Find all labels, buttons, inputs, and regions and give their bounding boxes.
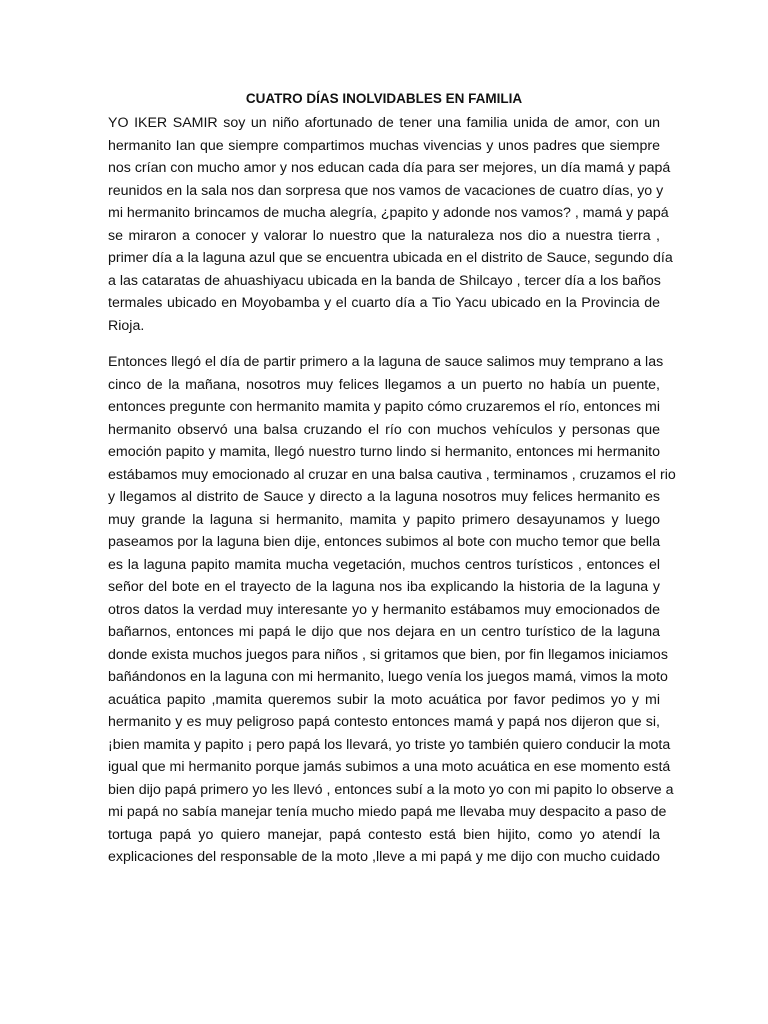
text-line: Entonces llegó el día de partir primero a la laguna de sauce salimos muy temprano a las	[108, 354, 664, 370]
text-line: emoción papito y mamita, llegó nuestro turno lindo si hermanito, entonces mi hermanito	[108, 444, 660, 460]
paragraph-gap	[108, 337, 660, 351]
text-line: acuática papito ,mamita queremos subir la moto acuática por favor pedimos yo y mi	[108, 691, 660, 708]
text-line: se miraron a conocer y valorar lo nuestro que la naturaleza nos dio a nuestra tierra ,	[108, 227, 660, 244]
text-line: mi papá no sabía manejar tenía mucho miedo papá me llevaba muy despacito a paso de	[108, 804, 667, 820]
text-line: nos crían con mucho amor y nos educan cada día para ser mejores, un día mamá y papá	[108, 160, 671, 176]
text-line: señor del bote en el trayecto de la laguna nos iba explicando la historia de la laguna y	[108, 579, 660, 595]
text-line: primer día a la laguna azul que se encuentra ubicada en el distrito de Sauce, segundo día	[108, 250, 673, 266]
text-line: entonces pregunte con hermanito mamita y papito cómo cruzaremos el río, entonces mi	[108, 399, 661, 415]
text-line: a las cataratas de ahuashiyacu ubicada en la banda de Shilcayo , tercer día a los baños	[108, 272, 661, 289]
text-line: bañándonos en la laguna con mi hermanito, luego venía los juegos mamá, vimos la moto	[108, 669, 668, 685]
text-line: cinco de la mañana, nosotros muy felices llegamos a un puerto no había un puente,	[108, 376, 660, 393]
text-line: muy grande la laguna si hermanito, mamita y papito primero desayunamos y luego	[108, 511, 660, 528]
text-line: explicaciones del responsable de la moto ,lleve a mi papá y me dijo con mucho cuidado	[108, 849, 660, 865]
text-line: donde exista muchos juegos para niños , si gritamos que bien, por fin llegamos iniciamos	[108, 646, 668, 663]
text-line: igual que mi hermanito porque jamás subimos a una moto acuática en ese momento está	[108, 759, 671, 775]
text-line: tortuga papá yo quiero manejar, papá contesto está bien hijito, como yo atendí la	[108, 826, 660, 843]
document-title: CUATRO DÍAS INOLVIDABLES EN FAMILIA	[245, 91, 523, 106]
text-line: paseamos por la laguna bien dije, entonces subimos al bote con mucho temor que bella	[108, 534, 661, 550]
text-line: reunidos en la sala nos dan sorpresa que nos vamos de vacaciones de cuatro días, yo y	[108, 182, 664, 199]
text-line: YO IKER SAMIR soy un niño afortunado de tener una familia unida de amor, con un	[108, 115, 660, 131]
text-line: ¡bien mamita y papito ¡ pero papá los llevará, yo triste yo también quiero conducir la mota	[108, 736, 671, 753]
text-line: otros datos la verdad muy interesante yo y hermanito estábamos muy emocionados de	[108, 601, 660, 618]
text-line: es la laguna papito mamita mucha vegetación, muchos centros turísticos , entonces el	[108, 556, 660, 573]
paragraph-1	[108, 112, 673, 337]
text-line: Rioja.	[108, 317, 145, 334]
text-line: termales ubicado en Moyobamba y el cuarto día a Tio Yacu ubicado en la Provincia de	[108, 295, 660, 311]
text-line: y llegamos al distrito de Sauce y directo a la laguna nosotros muy felices hermanito es	[108, 489, 660, 505]
text-line: bien dijo papá primero yo les llevó , entonces subí a la moto yo con mi papito lo observe a	[108, 781, 674, 798]
text-line: hermanito y es muy peligroso papá contesto entonces mamá y papá nos dijeron que si,	[108, 714, 660, 730]
text-line: hermanito Ian que siempre compartimos muchas vivencias y unos padres que siempre	[108, 137, 660, 154]
text-line: hermanito observó una balsa cruzando el río con muchos vehículos y personas que	[108, 421, 660, 438]
text-line: estábamos muy emocionado al cruzar en una balsa cautiva , terminamos , cruzamos el rio	[108, 466, 676, 483]
text-line: mi hermanito brincamos de mucha alegría, ¿papito y adonde nos vamos? , mamá y papá	[108, 205, 669, 221]
text-line: bañarnos, entonces mi papá le dijo que nos dejara en un centro turístico de la laguna	[108, 624, 660, 640]
document-page	[108, 88, 676, 869]
paragraph-2	[108, 351, 676, 869]
